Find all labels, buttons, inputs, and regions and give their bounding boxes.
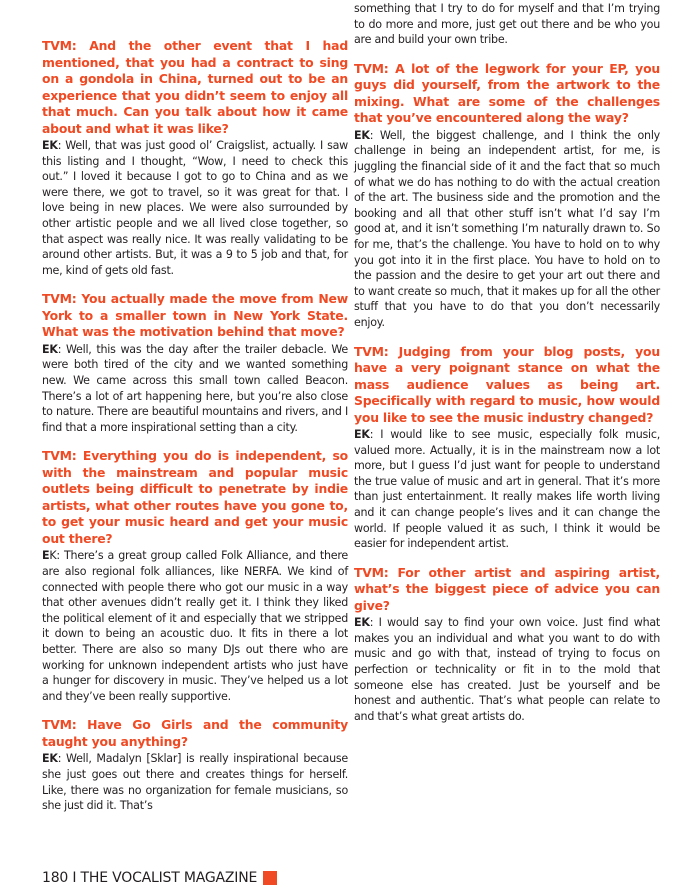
answer-text: : Well, the biggest challenge, and I think the only challenge in being an independent artist, for me, is juggling the financial side of it and the fact that so much of what we do has nothing to do with the actual creation of the art. The business side and the promotion and the booking and all that other stuff isn’t what I’d say I’m good at, and it isn’t something I’m naturally drawn to. So for me, that’s the challenge. You have to hold on to why you got into it in the first place. You have to hold on to the passion and the desire to get your art out there and to want create so much, that it makes up for all the other stuff that you have to do that you don’t necessarily enjoy. bbox=[354, 128, 660, 329]
answer-text: : Well, Madalyn [Sklar] is really inspirational because she just goes out there and creates things for herself. Like, there was no organization for female musicians, so she just did it. That’s bbox=[42, 752, 348, 813]
speaker-label: EK bbox=[42, 752, 58, 766]
interview-question: TVM: Everything you do is independent, so with the mainstream and popular music outlets being difficult to penetrate by indie artists, what other routes have you gone to, to get your music heard and get your music out there? bbox=[42, 448, 348, 546]
footer-square-icon bbox=[263, 871, 277, 885]
answer-text: K: There’s a great group called Folk Alliance, and there are also regional folk alliances, like NERFA. We kind of connected with people there who got our music in a way that other avenues didn’t really get it. I think they liked the political element of it and especially that we stripped it down to being an acoustic duo. It fits in there a lot better. There are also so many DJs out there who are working for unknown independent artists who just have a hunger for discovery in music. They’ve helped us a lot and they’ve been really supportive. bbox=[42, 549, 348, 703]
right-column bbox=[354, 2, 660, 737]
interview-question: TVM: And the other event that I had mentioned, that you had a contract to sing on a gondola in China, turned out to be an experience that you didn’t seem to enjoy all that much. Can you talk about how it came about and what it was like? bbox=[42, 38, 348, 136]
speaker-label: E bbox=[42, 549, 50, 563]
interview-answer bbox=[42, 342, 348, 436]
answer-text: : I would say to find your own voice. Just find what makes you an individual and what you want to do with music and go with that, instead of trying to focus on perfection or technicality or fit in to the mold that someone else has created. Just be yourself and be honest and authentic. That’s what people can relate to and that’s what great artists do. bbox=[354, 616, 660, 723]
interview-answer bbox=[42, 751, 348, 813]
answer-text: : Well, that was just good ol’ Craigslist, actually. I saw this listing and I thought, “Wow, I need to check this out.” I loved it because I got to go to China and as we were there, we got to travel, so it was great for that. I love being in new places. We were also surrounded by other artistic people and we all lived close together, so that aspect was really nice. It was really validating to be around other artists. But, it was a 9 to 5 job and that, for me, kind of gets old fast. bbox=[42, 139, 348, 277]
answer-text: something that I try to do for myself and that I’m trying to do more and more, just get out there and be who you are and build your own tribe. bbox=[354, 2, 660, 47]
interview-answer bbox=[354, 615, 660, 724]
speaker-label: EK bbox=[354, 428, 370, 441]
interview-answer bbox=[354, 1, 660, 48]
speaker-label: EK bbox=[42, 139, 58, 152]
speaker-label: EK bbox=[354, 616, 370, 630]
interview-answer bbox=[354, 128, 660, 331]
speaker-label: EK bbox=[354, 128, 370, 142]
footer-text: 180 I THE VOCALIST MAGAZINE bbox=[42, 870, 258, 886]
answer-text: : I would like to see music, especially folk music, valued more. Actually, it is in the mainstream now a lot more, but I guess I’d just want for people to understand the true value of music and art in general. That it’s more than just entertainment. It really makes life worth living and it can change people’s lives and it can change the world. If people valued it as such, I think it would be easier for independent artist. bbox=[354, 428, 660, 551]
interview-question: TVM: Judging from your blog posts, you have a very poignant stance on what the mass audience values as being art. Specifically with regard to music, how would you like to see the music industry changed? bbox=[354, 343, 660, 425]
interview-answer bbox=[42, 548, 348, 704]
interview-question: TVM: For other artist and aspiring artist, what’s the biggest piece of advice you can give? bbox=[354, 564, 660, 613]
interview-question: TVM: A lot of the legwork for your EP, you guys did yourself, from the artwork to the mixing. What are some of the challenges that you’ve encountered along the way? bbox=[354, 60, 660, 126]
answer-text: : Well, this was the day after the trailer debacle. We were both tired of the city and we wanted something new. We came across this small town called Beacon. There’s a lot of art happening here, but you’re also close to nature. There are beautiful mountains and rivers, and I find that a more inspirational setting than a city. bbox=[42, 342, 348, 434]
left-column bbox=[42, 38, 348, 827]
interview-answer bbox=[42, 138, 348, 278]
speaker-label: EK bbox=[42, 342, 58, 356]
interview-question: TVM: You actually made the move from New York to a smaller town in New York State. What was the motivation behind that move? bbox=[42, 291, 348, 340]
interview-question: TVM: Have Go Girls and the community taught you anything? bbox=[42, 717, 348, 749]
interview-answer bbox=[354, 427, 660, 552]
page-footer bbox=[42, 869, 277, 887]
